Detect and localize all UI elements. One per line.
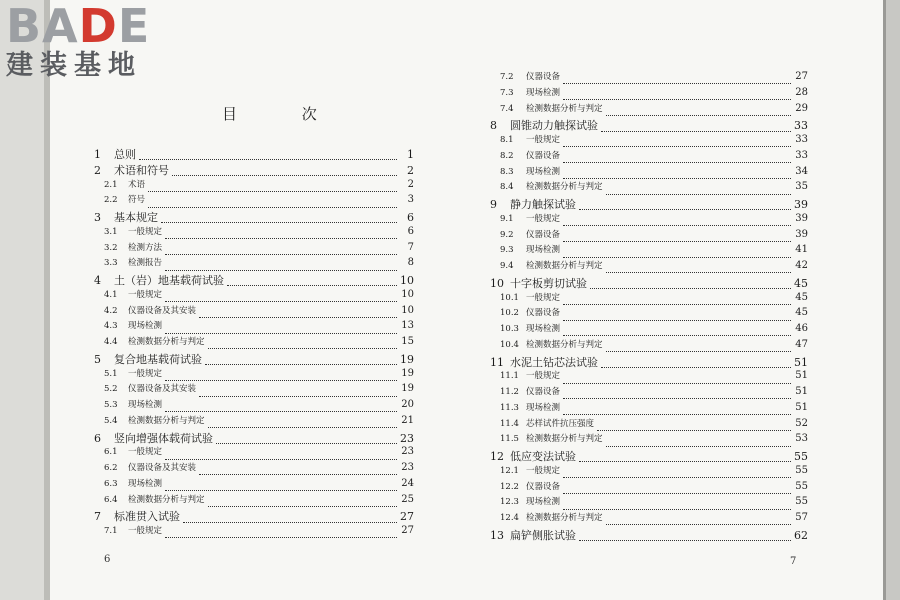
toc-dot-leader [165,372,397,381]
toc-section-entry [490,432,808,448]
toc-dot-leader [139,151,397,160]
toc-entry-title: 现场检测 [526,497,561,508]
toc-dot-leader [563,75,791,84]
toc-dot-leader [606,264,791,273]
toc-chapter-entry [94,430,414,446]
toc-entry-number: 5.3 [104,400,118,410]
toc-entry-page: 62 [794,528,808,542]
toc-entry-title: 仪器设备 [526,150,561,161]
logo-subtitle: 建装基地 [6,50,142,81]
toc-section-entry [94,256,414,272]
toc-entry-title: 检测数据分析与判定 [526,434,603,445]
toc-entry-title: 一般规定 [526,213,561,224]
toc-left-column [94,146,414,540]
toc-entry-title: 检测数据分析与判定 [128,494,205,505]
toc-entry-title: 竖向增强体载荷试验 [114,431,213,445]
toc-dot-leader [579,532,791,541]
toc-entry-number: 11.3 [500,402,519,413]
toc-entry-page: 45 [794,276,808,290]
toc-entry-page: 23 [401,462,414,473]
logo-accent-letter: D [78,0,118,53]
toc-dot-leader [579,201,791,210]
toc-entry-page: 23 [400,431,414,445]
toc-section-entry [94,178,414,194]
toc-entry-title: 仪器设备 [526,387,561,397]
toc-dot-leader [563,233,791,242]
toc-dot-leader [227,277,397,286]
toc-entry-page: 46 [795,323,808,334]
toc-entry-page: 19 [401,367,414,379]
toc-entry-page: 23 [401,446,414,458]
toc-section-entry [94,382,414,398]
toc-entry-title: 现场检测 [526,324,561,334]
toc-entry-number: 10.4 [500,339,519,350]
toc-entry-page: 33 [794,119,808,133]
toc-entry-title: 检测方法 [128,242,163,253]
toc-entry-page: 55 [795,464,808,476]
toc-dot-leader [563,469,791,478]
toc-entry-page: 42 [795,260,808,271]
toc-entry-title: 检测数据分析与判定 [526,103,603,114]
toc-entry-number: 13 [490,528,504,542]
toc-entry-page: 1 [407,148,414,161]
toc-dot-leader [172,167,397,176]
toc-dot-leader [208,340,397,349]
toc-entry-number: 12.2 [500,481,519,492]
toc-dot-leader [165,451,397,460]
toc-entry-page: 39 [795,228,808,240]
toc-entry-number: 12.3 [500,497,519,508]
toc-dot-leader [563,91,791,100]
toc-entry-page: 39 [795,212,808,224]
toc-section-entry [94,398,414,414]
toc-section-entry [490,259,808,275]
toc-section-entry [490,369,808,385]
logo-brand-text: BADE [6,0,151,53]
toc-chapter-entry [94,209,414,225]
toc-dot-leader [208,498,397,507]
toc-entry-title: 术语和符号 [114,163,169,177]
toc-section-entry [94,241,414,257]
toc-entry-title: 一般规定 [526,135,561,145]
toc-entry-number: 7.4 [500,103,514,114]
toc-entry-number: 5 [94,352,101,366]
toc-entry-title: 芯样试件抗压强度 [526,418,595,429]
page-number-right: 7 [790,556,797,567]
toc-dot-leader [601,359,791,368]
toc-dot-leader [208,419,397,428]
toc-entry-number: 2.1 [104,179,118,190]
toc-section-entry [94,445,414,461]
toc-entry-page: 6 [407,225,414,237]
toc-entry-number: 9.3 [500,245,514,256]
scan-background [0,0,44,600]
toc-entry-number: 10 [490,276,504,290]
toc-entry-number: 8.2 [500,150,514,161]
toc-entry-page: 27 [401,525,414,536]
toc-entry-page: 20 [401,399,414,410]
toc-entry-title: 术语 [128,179,146,190]
toc-dot-leader [165,482,397,491]
toc-dot-leader [199,466,397,475]
toc-section-entry [490,511,808,527]
toc-entry-page: 51 [795,386,808,397]
toc-entry-page: 19 [401,383,414,395]
toc-dot-leader [563,327,791,336]
toc-entry-number: 4.3 [104,321,118,332]
toc-entry-page: 33 [795,149,808,161]
toc-dot-leader [165,246,397,255]
toc-dot-leader [216,435,397,444]
toc-entry-title: 检测报告 [128,258,163,269]
toc-entry-title: 现场检测 [128,321,163,332]
toc-entry-number: 5.4 [104,415,118,426]
toc-entry-page: 47 [795,338,808,350]
toc-entry-page: 27 [400,510,414,524]
toc-entry-number: 7.2 [500,72,514,82]
toc-entry-title: 现场检测 [526,245,561,256]
toc-entry-page: 10 [401,288,414,300]
toc-section-entry [490,306,808,322]
toc-entry-title: 检测数据分析与判定 [526,261,603,271]
toc-section-entry [490,70,808,86]
toc-entry-number: 3.2 [104,242,118,253]
toc-entry-title: 检测数据分析与判定 [526,339,603,350]
toc-entry-title: 一般规定 [128,447,163,458]
toc-entry-page: 55 [795,480,808,492]
toc-dot-leader [606,343,791,352]
toc-section-entry [94,335,414,351]
toc-section-entry [490,322,808,338]
toc-entry-number: 6.4 [104,494,118,505]
toc-entry-title: 低应变法试验 [510,450,576,463]
toc-dot-leader [205,356,397,365]
toc-entry-number: 6.3 [104,478,118,489]
toc-entry-title: 一般规定 [128,226,163,237]
toc-entry-number: 11.5 [500,434,519,445]
toc-entry-number: 9.1 [500,213,514,224]
toc-dot-leader [563,375,791,384]
toc-entry-number: 8.4 [500,182,514,193]
toc-section-entry [94,461,414,477]
toc-dot-leader [606,186,791,195]
toc-section-entry [94,367,414,383]
toc-section-entry [490,495,808,511]
toc-entry-title: 标准贯入试验 [114,510,180,524]
toc-entry-page: 29 [795,102,808,114]
toc-dot-leader [165,230,397,239]
toc-dot-leader [606,107,791,116]
toc-section-entry [490,228,808,244]
toc-chapter-entry [94,146,414,162]
toc-entry-title: 检测数据分析与判定 [526,513,603,523]
toc-entry-page: 41 [795,244,808,256]
toc-dot-leader [563,501,791,510]
toc-section-entry [490,417,808,433]
toc-section-entry [490,291,808,307]
toc-entry-title: 一般规定 [526,371,561,382]
toc-entry-page: 19 [400,352,414,366]
toc-entry-title: 现场检测 [526,87,561,98]
toc-chapter-entry [94,272,414,288]
toc-entry-title: 仪器设备 [526,72,561,82]
toc-entry-page: 34 [795,165,808,177]
toc-dot-leader [165,529,397,538]
toc-section-entry [490,243,808,259]
toc-entry-number: 12.1 [500,465,519,476]
toc-dot-leader [563,170,791,179]
toc-entry-number: 12 [490,450,504,463]
toc-entry-page: 35 [795,181,808,193]
toc-section-entry [490,338,808,354]
toc-entry-number: 3.1 [104,226,118,237]
toc-entry-number: 7.3 [500,87,514,98]
toc-entry-number: 6.2 [104,463,118,473]
toc-entry-title: 现场检测 [526,402,561,413]
toc-chapter-entry [490,275,808,291]
toc-entry-number: 4.1 [104,289,118,300]
toc-entry-page: 53 [795,433,808,445]
toc-entry-page: 57 [795,512,808,523]
toc-dot-leader [606,516,791,525]
toc-entry-title: 仪器设备及其安装 [128,305,197,316]
toc-entry-title: 仪器设备 [526,481,561,492]
toc-entry-page: 55 [795,496,808,508]
toc-entry-page: 21 [401,414,414,426]
bade-logo [6,2,176,88]
toc-chapter-entry [490,527,808,543]
toc-entry-number: 6 [94,431,101,445]
toc-dot-leader [148,183,397,192]
toc-entry-number: 9.4 [500,261,514,271]
toc-entry-page: 33 [795,134,808,145]
toc-entry-number: 8.3 [500,166,514,177]
toc-section-entry [490,464,808,480]
toc-dot-leader [165,293,397,302]
toc-entry-page: 24 [401,477,414,489]
toc-entry-title: 基本规定 [114,211,158,224]
toc-entry-page: 55 [794,450,808,463]
toc-entry-number: 10.3 [500,324,519,334]
toc-entry-title: 一般规定 [128,368,163,379]
toc-section-entry [490,86,808,102]
toc-entry-title: 符号 [128,195,146,206]
toc-chapter-entry [490,196,808,212]
toc-dot-leader [597,422,791,431]
toc-entry-title: 检测数据分析与判定 [128,415,205,426]
toc-entry-page: 25 [401,493,414,505]
toc-entry-number: 3 [94,211,101,224]
toc-chapter-entry [490,448,808,464]
page-title: 目 次 [222,105,347,123]
toc-entry-number: 2.2 [104,195,118,206]
toc-entry-title: 现场检测 [128,478,163,489]
page-right-edge [886,0,900,600]
toc-entry-page: 8 [407,257,414,269]
toc-section-entry [490,212,808,228]
toc-entry-number: 8 [490,119,497,133]
toc-entry-number: 10.1 [500,292,519,303]
toc-entry-number: 9.2 [500,229,514,240]
toc-dot-leader [161,214,397,223]
toc-entry-page: 6 [407,211,414,224]
toc-dot-leader [165,262,397,271]
toc-dot-leader [579,453,791,462]
toc-section-entry [490,180,808,196]
toc-entry-number: 2 [94,163,101,177]
toc-dot-leader [199,388,397,397]
toc-dot-leader [563,406,791,415]
toc-section-entry [94,493,414,509]
toc-dot-leader [148,199,397,208]
toc-entry-number: 5.1 [104,368,118,379]
toc-section-entry [94,193,414,209]
toc-entry-title: 水泥土钻芯法试验 [510,355,598,369]
toc-entry-title: 总则 [114,148,136,161]
toc-entry-page: 27 [795,71,808,82]
toc-entry-number: 4.2 [104,305,118,316]
toc-section-entry [94,477,414,493]
toc-dot-leader [606,438,791,447]
toc-entry-number: 6.1 [104,447,118,458]
toc-entry-page: 45 [795,307,808,319]
toc-dot-leader [563,249,791,258]
toc-entry-page: 7 [407,241,414,253]
logo-brand [6,0,176,53]
toc-entry-title: 仪器设备 [526,229,561,240]
toc-dot-leader [183,514,397,523]
toc-entry-page: 15 [401,336,414,347]
toc-entry-number: 10.2 [500,308,519,319]
toc-dot-leader [601,123,791,132]
toc-dot-leader [590,280,791,289]
page-number-left: 6 [104,554,111,565]
toc-entry-title: 一般规定 [128,526,163,536]
toc-entry-title: 土（岩）地基载荷试验 [114,274,224,287]
toc-entry-title: 静力触探试验 [510,198,576,211]
toc-entry-number: 3.3 [104,258,118,269]
toc-dot-leader [563,138,791,147]
toc-entry-number: 11.4 [500,418,519,429]
toc-entry-page: 3 [407,194,414,206]
toc-dot-leader [165,325,397,334]
toc-section-entry [94,304,414,320]
toc-dot-leader [563,296,791,305]
toc-entry-page: 2 [407,178,414,190]
toc-entry-number: 4.4 [104,337,118,347]
toc-section-entry [490,165,808,181]
toc-dot-leader [563,154,791,163]
toc-entry-number: 5.2 [104,384,118,395]
toc-entry-number: 11.1 [500,371,519,382]
toc-dot-leader [563,485,791,494]
toc-entry-title: 仪器设备 [526,308,561,319]
toc-entry-page: 51 [795,401,808,413]
toc-dot-leader [165,403,397,412]
toc-dot-leader [563,312,791,321]
toc-section-entry [490,102,808,118]
toc-entry-page: 10 [401,304,414,316]
toc-entry-title: 检测数据分析与判定 [526,182,603,193]
toc-entry-title: 复合地基载荷试验 [114,352,202,366]
toc-dot-leader [563,390,791,399]
toc-right-column [490,70,808,543]
toc-section-entry [94,524,414,540]
toc-section-entry [490,480,808,496]
toc-chapter-entry [490,117,808,133]
toc-entry-title: 一般规定 [128,289,163,300]
toc-entry-number: 7.1 [104,526,118,536]
toc-entry-page: 39 [794,198,808,211]
toc-section-entry [490,401,808,417]
toc-section-entry [94,288,414,304]
toc-chapter-entry [94,351,414,367]
toc-entry-title: 十字板剪切试验 [510,276,587,290]
toc-entry-number: 9 [490,198,497,211]
toc-entry-number: 11 [490,355,504,369]
toc-entry-title: 圆锥动力触探试验 [510,119,598,133]
toc-entry-title: 现场检测 [128,400,163,410]
toc-chapter-entry [94,508,414,524]
toc-dot-leader [199,309,397,318]
toc-entry-page: 51 [795,370,808,382]
toc-entry-number: 11.2 [500,387,519,397]
toc-entry-number: 8.1 [500,135,514,145]
toc-entry-title: 仪器设备及其安装 [128,384,197,395]
toc-entry-title: 一般规定 [526,292,561,303]
toc-section-entry [490,149,808,165]
toc-chapter-entry [94,162,414,178]
toc-entry-title: 检测数据分析与判定 [128,337,205,347]
toc-entry-number: 4 [94,274,101,287]
toc-entry-number: 12.4 [500,513,519,523]
toc-entry-page: 52 [795,417,808,429]
toc-section-entry [94,319,414,335]
toc-entry-page: 13 [401,320,414,332]
toc-section-entry [490,133,808,149]
toc-entry-title: 现场检测 [526,166,561,177]
toc-entry-page: 45 [795,291,808,303]
toc-entry-title: 扁铲侧胀试验 [510,528,576,542]
toc-entry-page: 2 [407,163,414,177]
toc-section-entry [490,385,808,401]
toc-dot-leader [563,217,791,226]
toc-entry-page: 51 [794,355,808,369]
toc-entry-title: 仪器设备及其安装 [128,463,197,473]
toc-chapter-entry [490,354,808,370]
toc-entry-number: 1 [94,148,101,161]
toc-entry-page: 10 [400,274,414,287]
toc-entry-title: 一般规定 [526,465,561,476]
toc-section-entry [94,225,414,241]
toc-section-entry [94,414,414,430]
toc-entry-page: 28 [795,86,808,98]
toc-entry-number: 7 [94,510,101,524]
